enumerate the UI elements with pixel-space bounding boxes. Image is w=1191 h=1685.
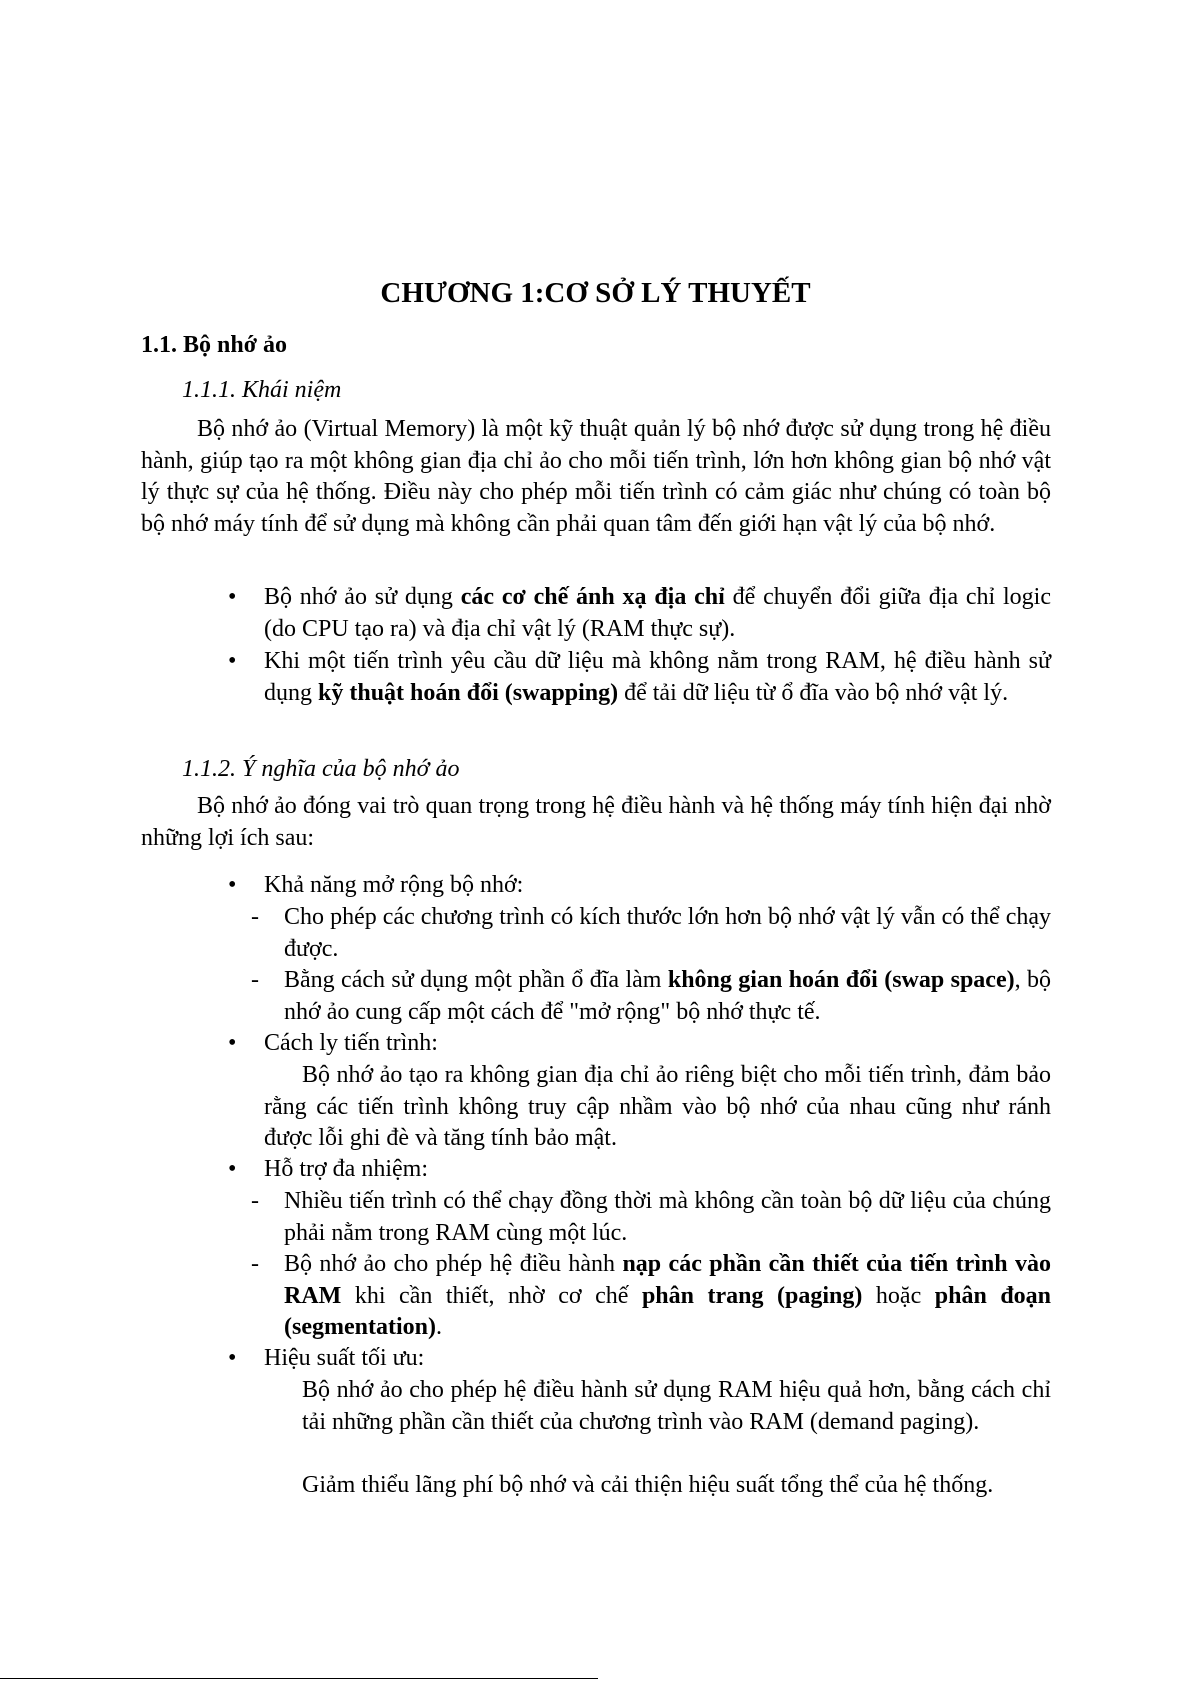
bullet-swapping	[228, 646, 1051, 709]
performance-paragraph-1: Bộ nhớ ảo cho phép hệ điều hành sử dụng RAM hiệu quả hơn, bằng cách chỉ tải những phần cần thiết của chương trình vào RAM (demand paging).	[302, 1377, 1051, 1435]
bullet-bold-text: các cơ chế ánh xạ địa chỉ	[460, 584, 725, 610]
dash-text: Nhiều tiến trình có thể chạy đồng thời mà không cần toàn bộ dữ liệu của chúng phải nằm trong RAM cùng một lúc.	[284, 1188, 1051, 1246]
dash-item-large-programs	[251, 902, 1051, 965]
bullet-glyph: •	[228, 1345, 237, 1371]
dash-item-swap-space	[251, 965, 1052, 1028]
paragraph-definition: Bộ nhớ ảo (Virtual Memory) là một kỹ thuật quản lý bộ nhớ được sử dụng trong hệ điều hành, giúp tạo ra một không gian địa chỉ ảo cho mỗi tiến trình, lớn hơn không gian bộ nhớ vật lý thực sự của hệ thống. Điều này cho phép mỗi tiến trình có cảm giác như chúng có toàn bộ bộ nhớ máy tính để sử dụng mà không cần phải quan tâm đến giới hạn vật lý của bộ nhớ.	[141, 416, 1051, 537]
bullet-memory-expansion	[228, 870, 1051, 902]
bullet-text: để tải dữ liệu từ ổ đĩa vào bộ nhớ vật lý.	[618, 679, 1009, 706]
dash-bold-text: phân đoạn (segmentation)	[284, 1282, 1052, 1340]
bullet-performance	[228, 1343, 1051, 1375]
bullet-process-isolation	[228, 1028, 1051, 1060]
bullet-text: Hỗ trợ đa nhiệm:	[264, 1156, 428, 1182]
bullet-text: để chuyển đổi giữa địa chỉ logic (do CPU tạo ra) và địa chỉ vật lý (RAM thực sự).	[264, 584, 1052, 642]
paragraph-significance: Bộ nhớ ảo đóng vai trò quan trọng trong hệ điều hành và hệ thống máy tính hiện đại nhờ những lợi ích sau:	[141, 793, 1051, 851]
bullet-glyph: •	[228, 872, 237, 898]
dash-text: , bộ nhớ ảo cung cấp một cách để "mở rộng" bộ nhớ thực tế.	[284, 967, 1052, 1025]
dash-text: Bộ nhớ ảo cho phép hệ điều hành	[284, 1251, 623, 1277]
chapter-title: CHƯƠNG 1:CƠ SỞ LÝ THUYẾT	[380, 277, 811, 309]
dash-glyph: -	[251, 1188, 259, 1214]
bullet-bold-text: kỹ thuật hoán đổi (swapping)	[318, 679, 619, 706]
bullet-glyph: •	[228, 1030, 237, 1056]
bullet-text: Khả năng mở rộng bộ nhớ:	[264, 872, 524, 898]
dash-glyph: -	[251, 904, 259, 930]
bullet-glyph: •	[228, 584, 237, 610]
bullet-address-mapping	[228, 582, 1052, 645]
bullet-text: Hiệu suất tối ưu:	[264, 1345, 425, 1371]
performance-paragraph-2: Giảm thiểu lãng phí bộ nhớ và cải thiện hiệu suất tổng thể của hệ thống.	[302, 1472, 994, 1498]
bullet-text: Cách ly tiến trình:	[264, 1030, 438, 1056]
dash-text: hoặc	[862, 1282, 935, 1309]
dash-item-concurrent	[251, 1186, 1051, 1249]
footer-rule	[0, 1678, 598, 1679]
dash-text: .	[435, 1314, 442, 1340]
dash-glyph: -	[251, 1251, 259, 1277]
dash-bold-text: phân trang (paging)	[641, 1282, 863, 1309]
subsection-heading-1-1-2: 1.1.2. Ý nghĩa của bộ nhớ ảo	[182, 756, 460, 782]
dash-text: khi cần thiết, nhờ cơ chế	[341, 1282, 642, 1309]
bullet-text: Bộ nhớ ảo sử dụng	[264, 584, 461, 610]
isolation-paragraph: Bộ nhớ ảo tạo ra không gian địa chỉ ảo riêng biệt cho mỗi tiến trình, đảm bảo rằng các tiến trình không truy cập nhầm vào bộ nhớ của nhau cũng như ránh được lỗi ghi đè và tăng tính bảo mật.	[264, 1062, 1051, 1151]
dash-bold-text: nạp các phần cần thiết của tiến trình vào RAM	[284, 1251, 1051, 1309]
bullet-glyph: •	[228, 648, 237, 674]
bullet-multitasking	[228, 1154, 1051, 1186]
bullet-text: Khi một tiến trình yêu cầu dữ liệu mà không nằm trong RAM, hệ điều hành sử dụng	[264, 648, 1051, 706]
bullet-glyph: •	[228, 1156, 237, 1182]
dash-item-paging-segmentation	[251, 1249, 1052, 1344]
dash-glyph: -	[251, 967, 259, 993]
subsection-heading-1-1-1: 1.1.1. Khái niệm	[182, 377, 342, 403]
dash-text: Cho phép các chương trình có kích thước lớn hơn bộ nhớ vật lý vẫn có thể chạy được.	[284, 904, 1051, 962]
dash-text: Bằng cách sử dụng một phần ổ đĩa làm	[284, 967, 668, 993]
section-heading-1-1: 1.1. Bộ nhớ ảo	[141, 332, 287, 358]
dash-bold-text: không gian hoán đổi (swap space)	[667, 967, 1015, 993]
